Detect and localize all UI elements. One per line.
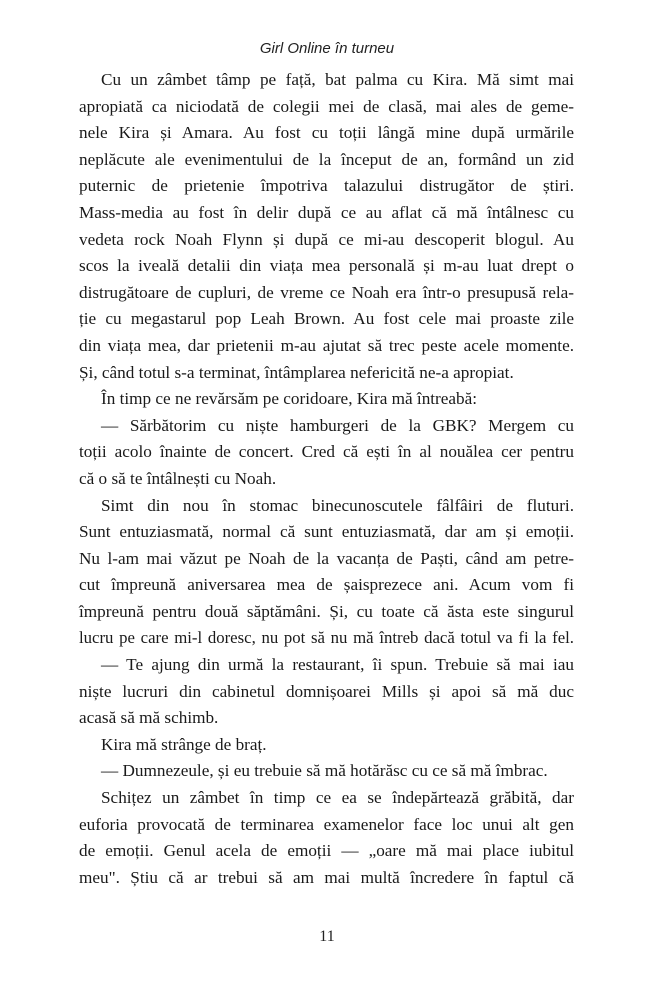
text-line: Nu l-am mai văzut pe Noah de la vacanța de Paști, când am petre- xyxy=(79,548,574,568)
text-line: cut împreună aniversarea mea de șaisprezece ani. Acum vom fi xyxy=(79,575,574,595)
paragraph xyxy=(79,732,574,759)
text-line: ție cu megastarul pop Leah Brown. Au fost cele mai proaste zile xyxy=(79,309,574,329)
text-line: toții acolo înainte de concert. Cred că ești în al nouălea cer pentru xyxy=(79,442,574,462)
text-line: nele Kira și Amara. Au fost cu toții lângă mine după urmările xyxy=(79,123,574,143)
text-line: meu". Știu că ar trebui să am mai multă încredere în faptul că xyxy=(79,867,574,887)
paragraph xyxy=(79,67,574,386)
text-line: puternic de prietenie împotriva talazului distrugător de știri. xyxy=(79,176,574,196)
text-line: — Dumnezeule, și eu trebuie să mă hotărăsc cu ce să mă îmbrac. xyxy=(101,761,548,781)
text-line: că o să te întâlnești cu Noah. xyxy=(79,468,277,488)
paragraph xyxy=(79,413,574,493)
text-line: — Te ajung din urmă la restaurant, îi spun. Trebuie să mai iau xyxy=(101,655,574,675)
text-line: Schițez un zâmbet în timp ce ea se îndepărtează grăbită, dar xyxy=(101,788,574,808)
text-line: vedeta rock Noah Flynn și după ce mi-au descoperit blogul. Au xyxy=(79,229,574,249)
text-line: lucru pe care mi-l doresc, nu pot să nu mă întreb dacă totul va fi la fel. xyxy=(79,628,574,648)
page-number: 11 xyxy=(319,928,335,945)
text-line: din viața mea, dar prietenii m-au ajutat să trec peste acele momente. xyxy=(79,335,574,355)
text-line: Simt din nou în stomac binecunoscutele fâlfâiri de fluturi. xyxy=(101,495,574,515)
text-line: În timp ce ne revărsăm pe coridoare, Kira mă întreabă: xyxy=(101,389,478,409)
text-line: — Sărbătorim cu niște hamburgeri de la GBK? Mergem cu xyxy=(101,415,574,435)
text-line: de emoții. Genul acela de emoții — „oare mă mai place iubitul xyxy=(79,841,574,861)
text-line: scos la iveală detalii din viața mea personală și m-au luat drept o xyxy=(79,256,574,276)
paragraph xyxy=(79,493,574,653)
text-line: apropiată ca niciodată de colegii mei de clasă, mai ales de geme- xyxy=(79,96,574,116)
paragraph xyxy=(79,386,574,413)
text-line: euforia provocată de terminarea examenelor face loc unui alt gen xyxy=(79,814,574,834)
running-header: Girl Online în turneu xyxy=(259,40,395,57)
paragraph xyxy=(79,785,574,891)
text-line: niște lucruri din cabinetul domnișoarei Mills și apoi să mă duc xyxy=(79,681,574,701)
text-line: Sunt entuziasmată, normal că sunt entuziasmată, dar am și emoții. xyxy=(79,522,574,542)
text-line: Și, când totul s-a terminat, întâmplarea nefericită ne-a apropiat. xyxy=(79,362,514,382)
text-line: împreună pentru două săptămâni. Și, cu toate că ăsta este singurul xyxy=(79,601,574,621)
paragraph xyxy=(79,758,574,785)
text-line: acasă să mă schimb. xyxy=(79,708,219,728)
body-text xyxy=(79,67,574,891)
text-line: neplăcute ale evenimentului de la început de an, formând un zid xyxy=(79,149,574,169)
text-line: Mass-media au fost în delir după ce au aflat că mă întâlnesc cu xyxy=(79,202,574,222)
text-line: Kira mă strânge de braț. xyxy=(101,734,267,754)
text-line: Cu un zâmbet tâmp pe față, bat palma cu Kira. Mă simt mai xyxy=(101,70,574,89)
text-line: distrugătoare de cupluri, de vreme ce Noah era într-o presupusă rela- xyxy=(79,282,574,302)
paragraph xyxy=(79,652,574,732)
